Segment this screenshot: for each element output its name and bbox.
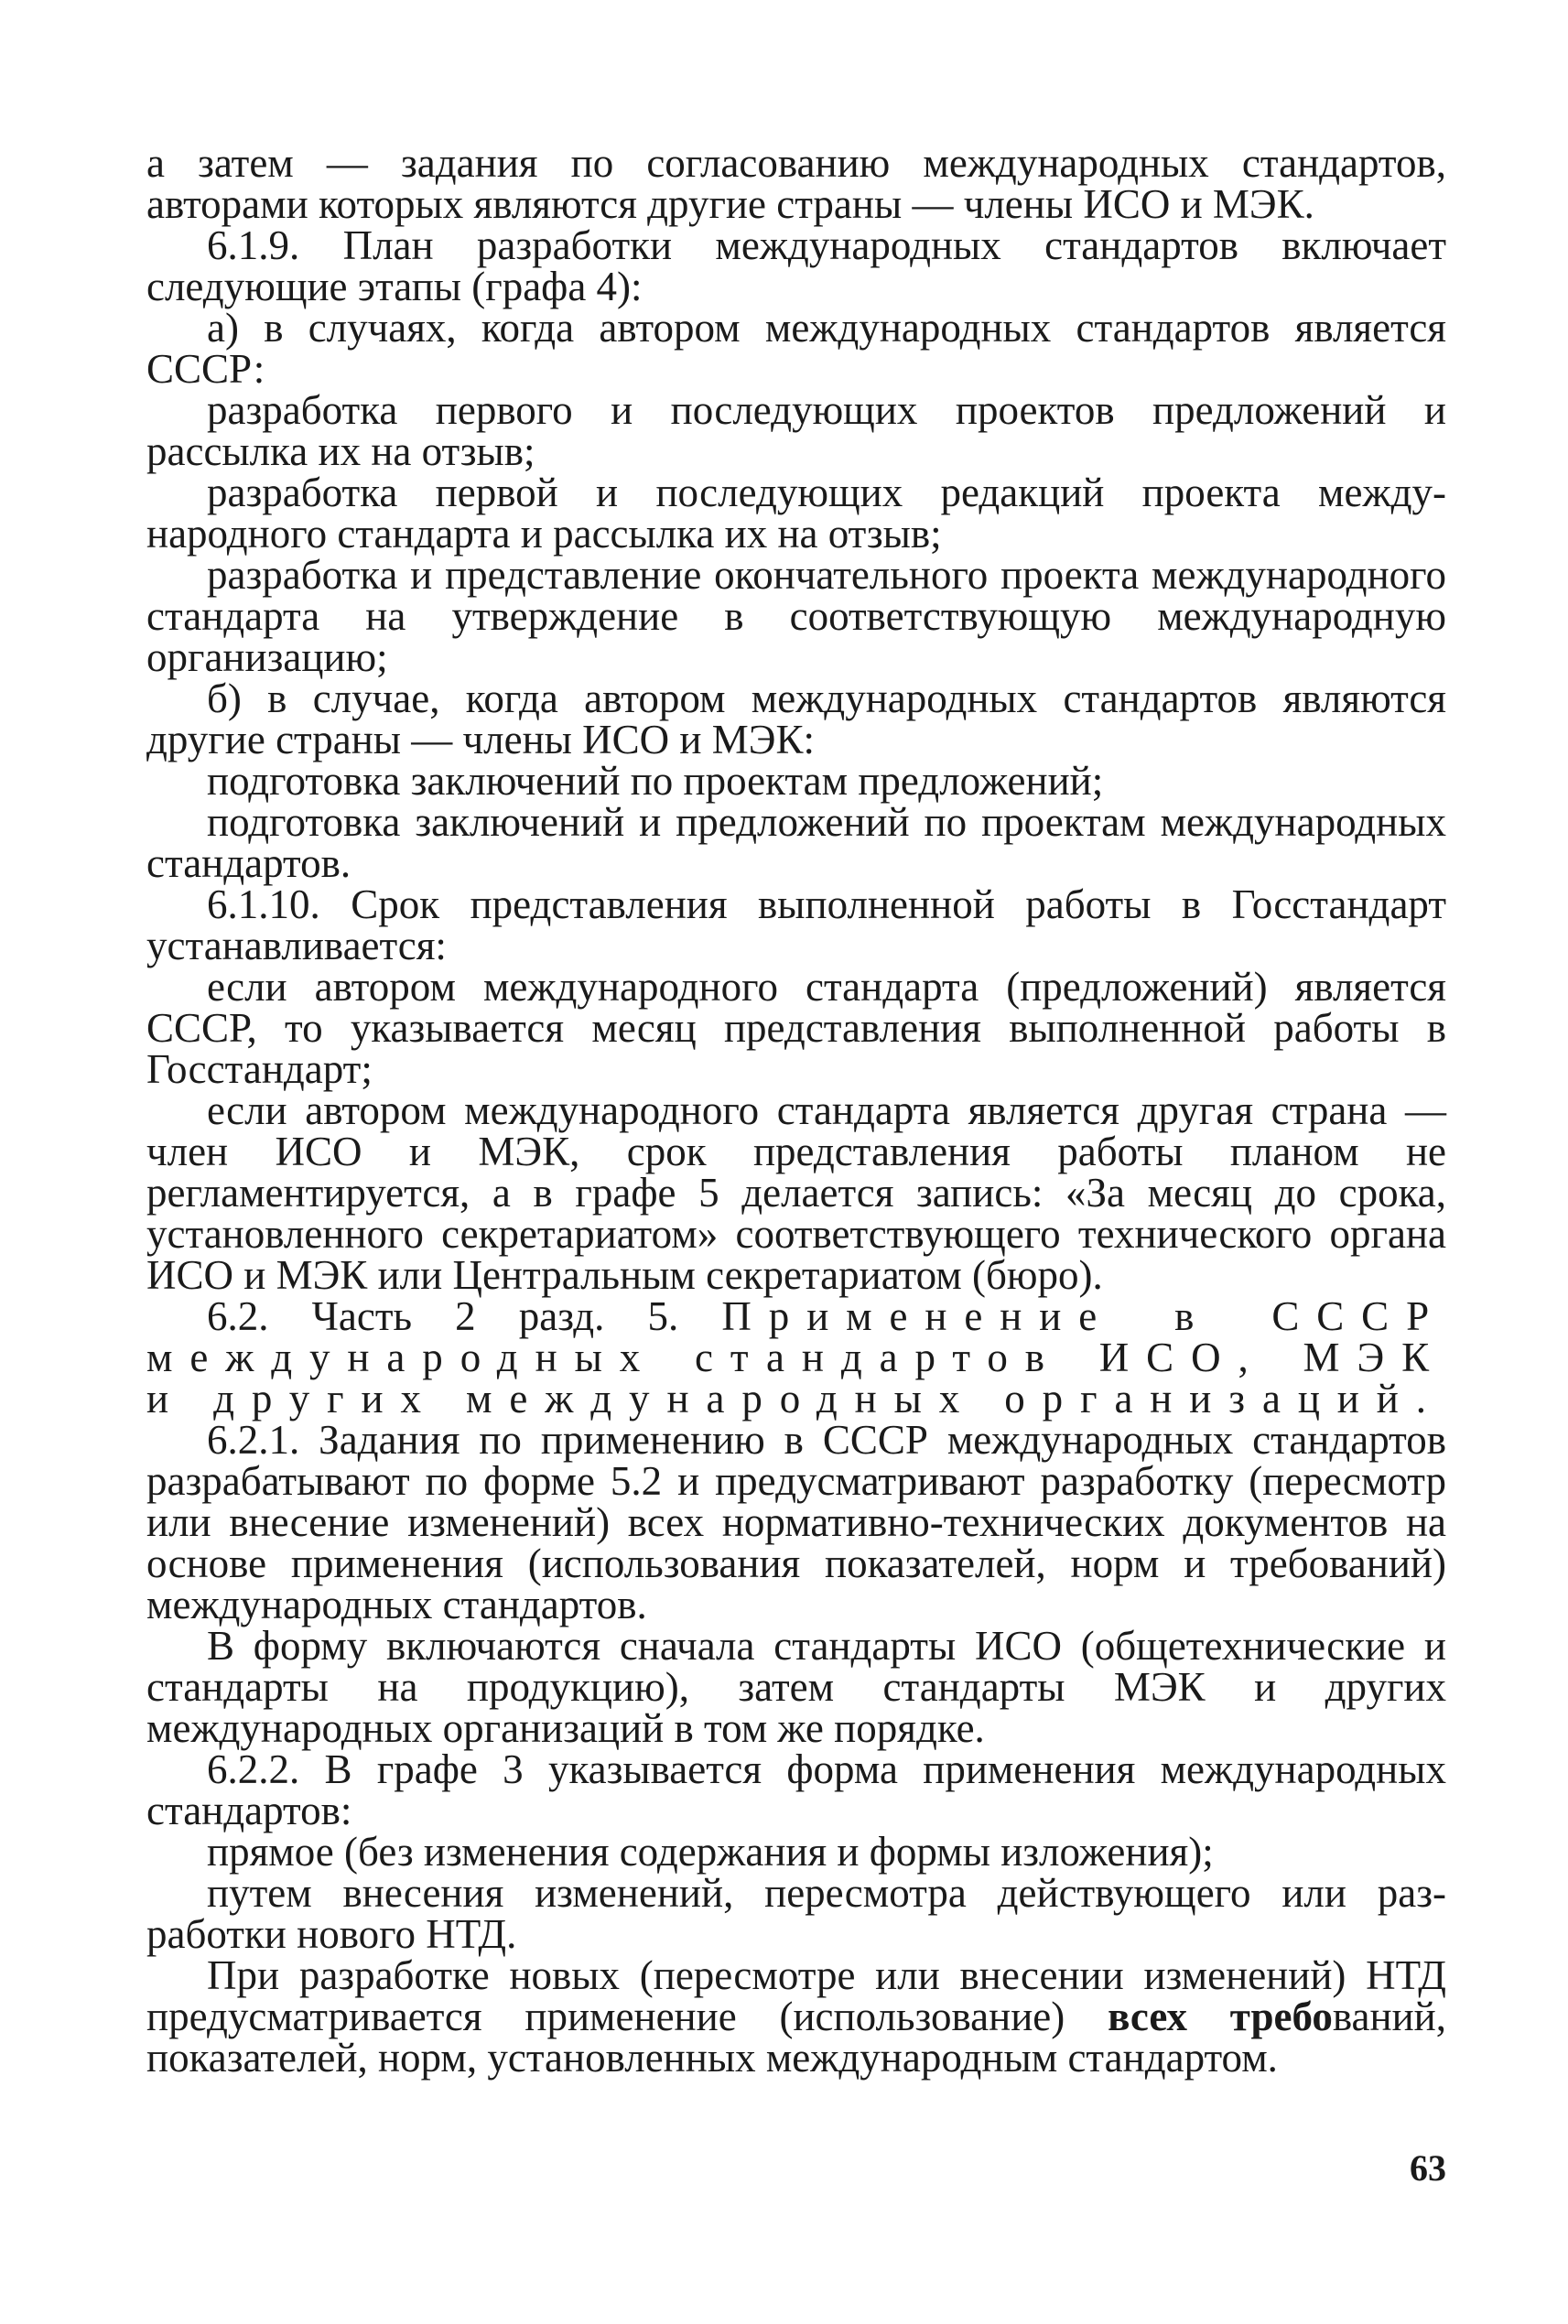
paragraph-item-a-1: разработка первого и последующих проектов предложений и рассылка их на отзыв; [146,387,1446,474]
last-bold: всех требо [1108,1994,1333,2039]
paragraph-6-1-9: 6.1.9. План разработки международных стандартов включает следующие этапы (графа 4): [146,222,1446,309]
section-title-spaced: Применение в СССР международных стандартов ИСО, МЭК и других международных организаций. [146,1293,1446,1421]
paragraph-deadline-other: если автором международного стандарта является другая страна — член ИСО и МЭК, срок представления работы планом не регламентируется, а в графе 5 делается запись: «За месяц до срока, установленного секретариатом» соответствующего технического органа ИСО и МЭК или Центральным секретариатом (бюро). [146,1087,1446,1298]
paragraph-new-ntd [146,1952,1446,2081]
paragraph-item-a-3: разработка и представление окончательного проекта международного стандарта на утверждение в соответствующую международную организацию; [146,552,1446,680]
section-prefix: 6.2. Часть 2 разд. 5. [207,1293,722,1339]
page-number: 63 [1410,2147,1446,2189]
paragraph-item-b: б) в случае, когда автором международных стандартов являются другие страны — члены ИСО и МЭК: [146,676,1446,762]
paragraph-6-2-1: 6.2.1. Задания по применению в СССР международных стандартов разрабатывают по форме 5.2 и предусматривают разработку (пересмотр или внесение изменений) всех нормативно-технических документов на основе применения (использования показателей, норм и требований) международных стандартов. [146,1417,1446,1627]
paragraph-6-2-2: 6.2.2. В графе 3 указывается форма применения международных стандартов: [146,1746,1446,1833]
paragraph-6-2 [146,1293,1446,1421]
paragraph-deadline-ussr: если автором международного стандарта (предложений) является СССР, то указывается месяц представления выполненной работы в Госстандарт; [146,964,1446,1092]
paragraph-direct: прямое (без изменения содержания и формы изложения); [207,1829,1214,1875]
paragraph-continuation: а затем — задания по согласованию международных стандартов, авторами которых являются другие страны — члены ИСО и МЭК. [146,140,1446,227]
last-suffix: ваний, показателей, норм, установленных международным стандартом. [146,1994,1446,2081]
paragraph-6-1-10: 6.1.10. Срок представления выполненной работы в Госстандарт устанавливается: [146,881,1446,968]
page-body [146,140,1446,2081]
paragraph-amend: путем внесения изменений, пересмотра действующего или разработки нового НТД. [146,1870,1446,1957]
paragraph-form-order: В форму включаются сначала стандарты ИСО (общетехнические и стандарты на продукцию), затем стандарты МЭК и других международных организаций в том же порядке. [146,1623,1446,1751]
paragraph-item-b-2: подготовка заключений и предложений по проектам международных стандартов. [146,799,1446,886]
paragraph-item-b-1: подготовка заключений по проектам предложений; [207,758,1104,804]
paragraph-item-a-2: разработка первой и последующих редакций проекта международного стандарта и рассылка их на отзыв; [146,470,1446,557]
paragraph-item-a: а) в случаях, когда автором международных стандартов является СССР: [146,305,1446,392]
last-prefix: При разработке новых (пересмотре или внесении изменений) НТД предусматривается применение (использование) [146,1952,1446,2039]
